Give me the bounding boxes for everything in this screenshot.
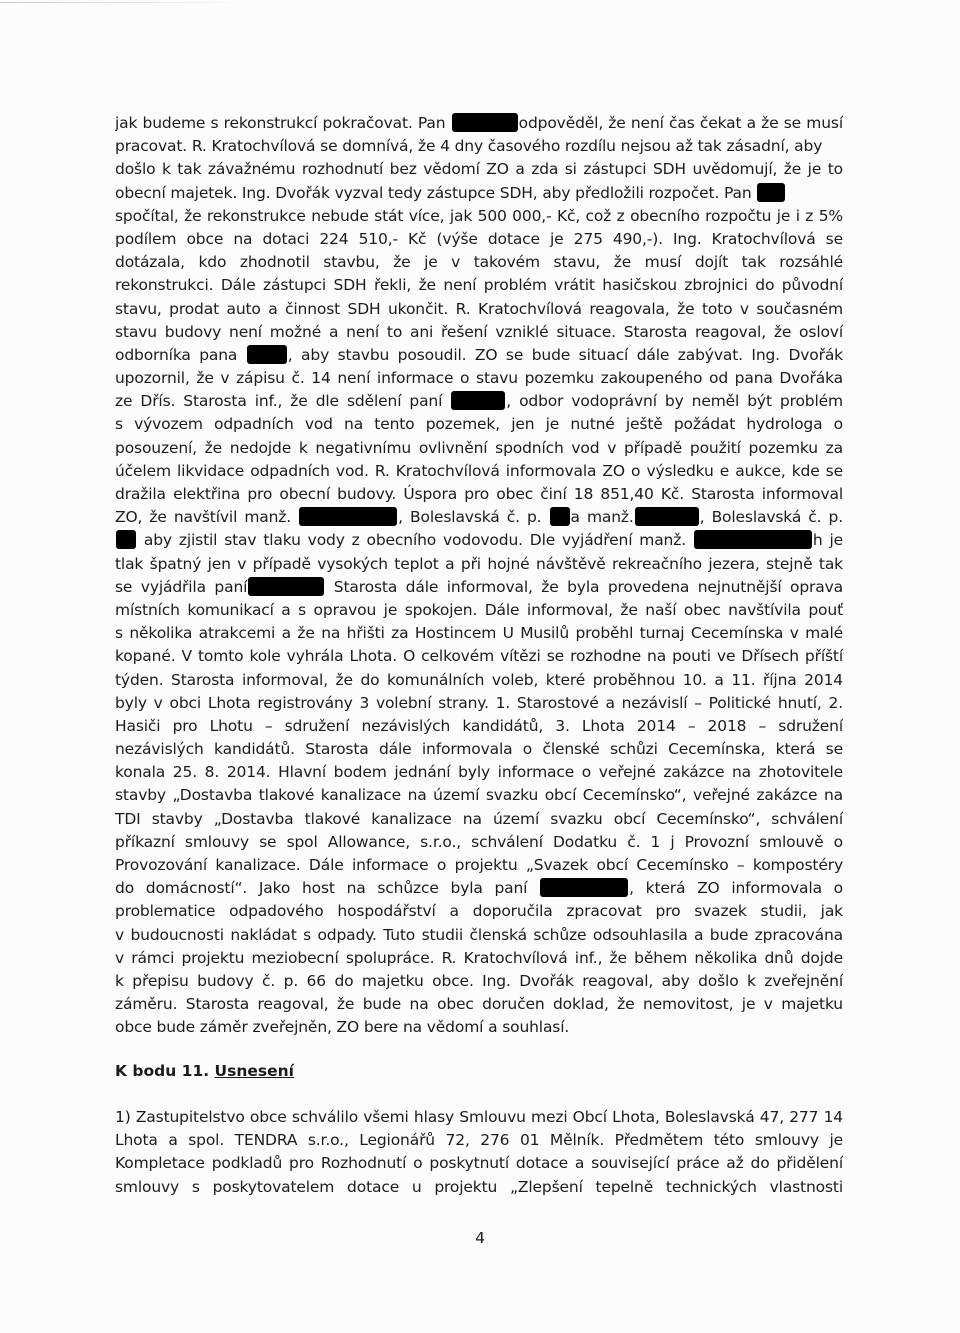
text-line: v budoucnosti nakládat s odpady. Tuto studii členská schůze odsouhlasila a bude zpracována — [115, 925, 843, 944]
text-line: příkazní smlouvy se spol Allowance, s.r.o., schválení Dodatku č. 1 j Provozní smlouvě o — [115, 832, 843, 851]
text-line: účelem likvidace odpadních vod. R. Kratochvílová informovala ZO o výsledku e aukce, kde se — [115, 461, 843, 480]
text-line: Kompletace podkladů pro Rozhodnutí o poskytnutí dotace a související práce až do přidělení — [115, 1154, 843, 1173]
text-line: ZO, že navštívil manž. , Boleslavská č. p. a manž. , Boleslavská č. p. — [115, 508, 843, 527]
text-line: pracovat. R. Kratochvílová se domnívá, že 4 dny časového rozdílu nejsou až tak zásadní, aby — [115, 137, 823, 156]
redaction-box — [694, 530, 812, 549]
text-line: upozornil, že v zápisu č. 14 není informace o stavu pozemku zakoupeného od pana Dvořáka — [115, 369, 843, 388]
minutes-paragraph — [115, 112, 843, 1040]
text-line: do domácností“. Jako host na schůzce byla paní , která ZO informovala o — [115, 879, 843, 898]
text-line: stavu budovy není možné a není to ani řešení vzniklé situace. Starosta reagoval, že osloví — [115, 322, 843, 341]
text-line: dotázala, kdo zhodnotil stavbu, že je v takovém stavu, že musí dojít tak rozsáhlé — [115, 253, 843, 272]
text-line: záměru. Starosta reagoval, že bude na obec doručen doklad, že nemovitost, je v majetku — [115, 995, 843, 1014]
text-line: jak budeme s rekonstrukcí pokračovat. Pan odpověděl, že není čas čekat a že se musí — [115, 114, 843, 132]
text-line: kopané. V tomto kole vyhrála Lhota. O celkovém vítězi se rozhodne na pouti ve Dřísech příští — [115, 647, 843, 666]
text-line: dražila elektřina pro obecní budovy. Úspora pro obec činí 18 851,40 Kč. Starosta informoval — [115, 485, 843, 503]
text-line: Lhota a spol. TENDRA s.r.o., Legionářů 72, 276 01 Mělník. Předmětem této smlouvy je — [115, 1131, 843, 1150]
text-line: nezávislých kandidátů. Starosta dále informovala o členské schůzi Cecemínska, která se — [115, 740, 843, 759]
redaction-box — [550, 507, 570, 526]
resolution-paragraph — [115, 1106, 843, 1199]
text-line: problematice odpadového hospodářství a doporučila zpracovat pro svazek studii, jak — [115, 902, 843, 921]
text-line: tlak špatný jen v případě vysokých teplot a při hojné návštěvě rekreačního jezera, stejně tak — [115, 554, 843, 573]
text-line: se vyjádřila paní Starosta dále informoval, že byla provedena nejnutnější oprava — [115, 577, 843, 596]
text-line: s vývozem odpadních vod na tento pozemek, jen je nutné ještě požádat hydrologa o — [115, 415, 843, 434]
redaction-box — [635, 507, 699, 526]
text-line: místních komunikací a s opravou je spokojen. Dále informoval, že naší obec navštívila pouť — [115, 600, 843, 619]
text-line: stavu, prodat auto a činnost SDH ukončit. R. Kratochvílová reagovala, že toto v současném — [115, 299, 843, 318]
text-line: stavby „Dostavba tlakové kanalizace na území svazku obcí Cecemínsko“, veřejné zakázce na — [115, 786, 843, 805]
text-line: byly v obci Lhota registrovány 3 volební strany. 1. Starostové a nezávislí – Politické hnutí, 2. — [115, 693, 843, 712]
text-line: v rámci projektu meziobecní spolupráce. R. Kratochvílová inf., že během několika dnů dojde — [115, 948, 843, 967]
text-line: Hasiči pro Lhotu – sdružení nezávislých kandidátů, 3. Lhota 2014 – 2018 – sdružení — [115, 716, 843, 735]
text-line: s několika atrakcemi a že na hřišti za Hostincem U Musilů proběhl turnaj Cecemínska v malé — [115, 624, 843, 643]
text-line: spočítal, že rekonstrukce nebude stát více, jak 500 000,- Kč, což z obecního rozpočtu je i z 5% — [115, 206, 843, 225]
text-line: obecní majetek. Ing. Dvořák vyzval tedy zástupce SDH, aby předložili rozpočet. Pan — [115, 182, 843, 205]
text-line: aby zjistil stav tlaku vody z obecního vodovodu. Dle vyjádření manž. h je — [115, 529, 843, 552]
text-line: došlo k tak závažnému rozhodnutí bez vědomí ZO a zda si zástupci SDH uvědomují, že je to — [115, 160, 843, 179]
redaction-box — [299, 507, 397, 526]
text-line: odborníka pana , aby stavbu posoudil. ZO se bude situací dále zabývat. Ing. Dvořák — [115, 345, 843, 364]
text-line: posouzení, že nedojde k negativnímu ovlivnění spodních vod v případě použití pozemku za — [115, 438, 843, 457]
redaction-box — [116, 530, 136, 549]
redaction-box — [247, 345, 287, 364]
text-line: Provozování kanalizace. Dále informace o projektu „Svazek obcí Cecemínsko – kompostéry — [115, 856, 843, 874]
redaction-box — [452, 113, 518, 132]
text-line: konala 25. 8. 2014. Hlavní bodem jednání byly informace o veřejné zakázce na zhotovitele — [115, 763, 843, 782]
text-line: TDI stavby „Dostavba tlakové kanalizace na území svazku obcí Cecemínsko“, schválení — [115, 809, 843, 828]
text-line: podílem obce na dotaci 224 510,- Kč (výše dotace je 275 490,-). Ing. Kratochvílová se — [115, 229, 843, 248]
scan-edge-line — [0, 2, 250, 3]
redaction-box — [757, 183, 785, 202]
page-number: 4 — [475, 1229, 485, 1247]
section-heading: K bodu 11. Usnesení — [115, 1062, 294, 1080]
text-line: 1) Zastupitelstvo obce schválilo všemi hlasy Smlouvu mezi Obcí Lhota, Boleslavská 47, 277 14 — [115, 1108, 843, 1126]
redaction-box — [540, 878, 628, 897]
text-line: týden. Starosta informoval, že do komunálních voleb, které proběhnou 10. a 11. října 2014 — [115, 670, 843, 689]
section-heading-underlined: Usnesení — [214, 1062, 294, 1080]
redaction-box — [451, 391, 505, 410]
text-line: smlouvy s poskytovatelem dotace u projektu „Zlepšení tepelně technických vlastnosti — [115, 1177, 843, 1196]
text-line: rekonstrukci. Dále zástupci SDH řekli, že není problém vrátit hasičskou zbrojnici do původní — [115, 276, 843, 295]
text-line: ze Dřís. Starosta inf., že dle sdělení paní , odbor vodoprávní by neměl být problém — [115, 392, 843, 411]
text-line: k přepisu budovy č. p. 66 do majetku obce. Ing. Dvořák reagoval, aby došlo k zveřejnění — [115, 971, 843, 990]
redaction-box — [248, 577, 324, 596]
text-line: obce bude záměr zveřejněn, ZO bere na vědomí a souhlasí. — [115, 1018, 570, 1037]
